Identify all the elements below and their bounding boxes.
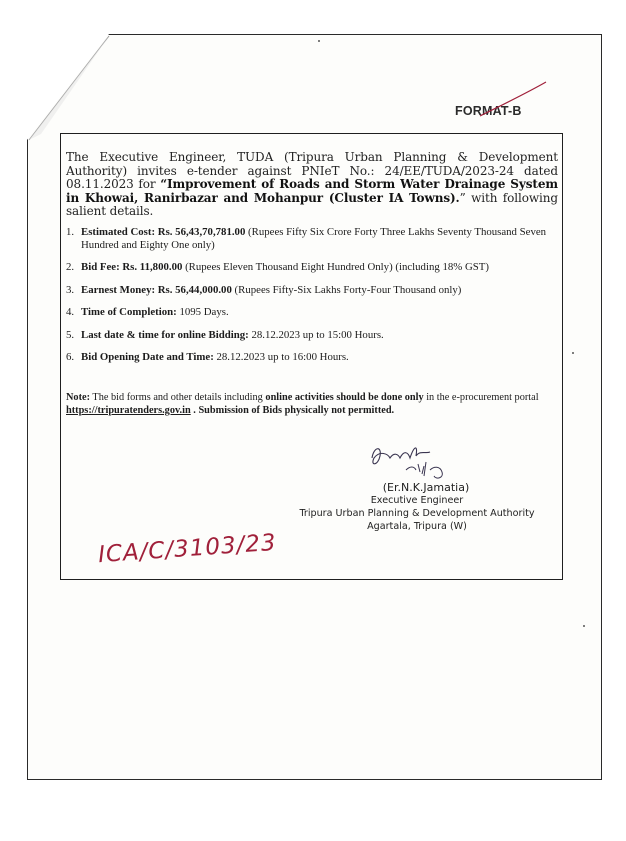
scan-speck [572,352,574,354]
list-item: 6. Bid Opening Date and Time: 28.12.2023 up to 16:00 Hours. [66,351,349,363]
signatory-block [282,481,552,533]
handwritten-signature [360,436,470,486]
scan-speck [583,625,585,627]
list-item: 4. Time of Completion: 1095 Days. [66,306,229,318]
list-item: 5. Last date & time for online Bidding: 28.12.2023 up to 15:00 Hours. [66,328,384,341]
format-label: FORMAT-B [455,104,522,118]
signatory-designation: Executive Engineer [370,495,464,506]
item-text: 1095 Days. [176,306,229,318]
signatory-organization: Tripura Urban Planning & Development Authority [299,508,535,519]
item-text: 28.12.2023 up to 15:00 Hours. [248,328,384,341]
list-item: 2. Bid Fee: Rs. 11,800.00 (Rupees Eleven Thousand Eight Hundred Only) (including 18% GST) [66,261,489,273]
item-label: Time of Completion: [81,306,177,318]
signatory-location: Agartala, Tripura (W) [367,521,467,532]
item-label: Estimated Cost: Rs. 56,43,70,781.00 [81,226,246,238]
note-label: Note: [66,392,91,403]
item-label: Last date & time for online Bidding: [81,328,249,341]
list-item: 3. Earnest Money: Rs. 56,44,000.00 (Rupees Fifty-Six Lakhs Forty-Four Thousand only) [66,283,462,296]
item-label: Earnest Money: Rs. 56,44,000.00 [81,283,232,296]
intro-paragraph [66,151,558,219]
work-title: “Improvement of Roads and Storm Water Drainage System in Khowai, Ranirbazar and Mohanpur (Cluster IA Towns). [66,177,558,205]
intro-text: The Executive Engineer, TUDA (Tripura Urban Planning & Development Authority) invites e-tender against PNIeT No.: 24/EE/TUDA/2023-24 dated 08.11.2023 for [66,150,558,191]
format-strike-mark [470,80,550,120]
item-label: Bid Fee: Rs. 11,800.00 [81,261,183,273]
folded-corner-shadow [27,34,117,144]
portal-link[interactable]: https://tripuratenders.gov.in [66,404,191,416]
handwritten-reference-number: ICA/C/3103/23 [97,529,278,569]
scan-speck [318,40,320,42]
item-text: (Rupees Fifty Six Crore Forty Three Lakhs Seventy Thousand Seven Hundred and Eighty One only) [81,226,547,251]
signatory-name: (Er.N.K.Jamatia) [382,481,470,494]
item-label: Bid Opening Date and Time: [81,351,214,363]
item-text: (Rupees Eleven Thousand Eight Hundred Only) (including 18% GST) [182,261,489,273]
list-item: 1. Estimated Cost: Rs. 56,43,70,781.00 (Rupees Fifty Six Crore Forty Three Lakhs Seventy Thousand Seven Hundred and Eighty One only) [66,226,547,251]
salient-details-list [66,226,558,374]
item-text: 28.12.2023 up to 16:00 Hours. [213,351,349,363]
intro-tail: ” with following salient details. [66,190,558,218]
note-paragraph: Note: The bid forms and other details including online activities should be done only in the e-procurement portal https://tripuratenders.gov.in . Submission of Bids physically not permitted. [66,392,539,416]
item-text: (Rupees Fifty-Six Lakhs Forty-Four Thousand only) [231,283,462,296]
